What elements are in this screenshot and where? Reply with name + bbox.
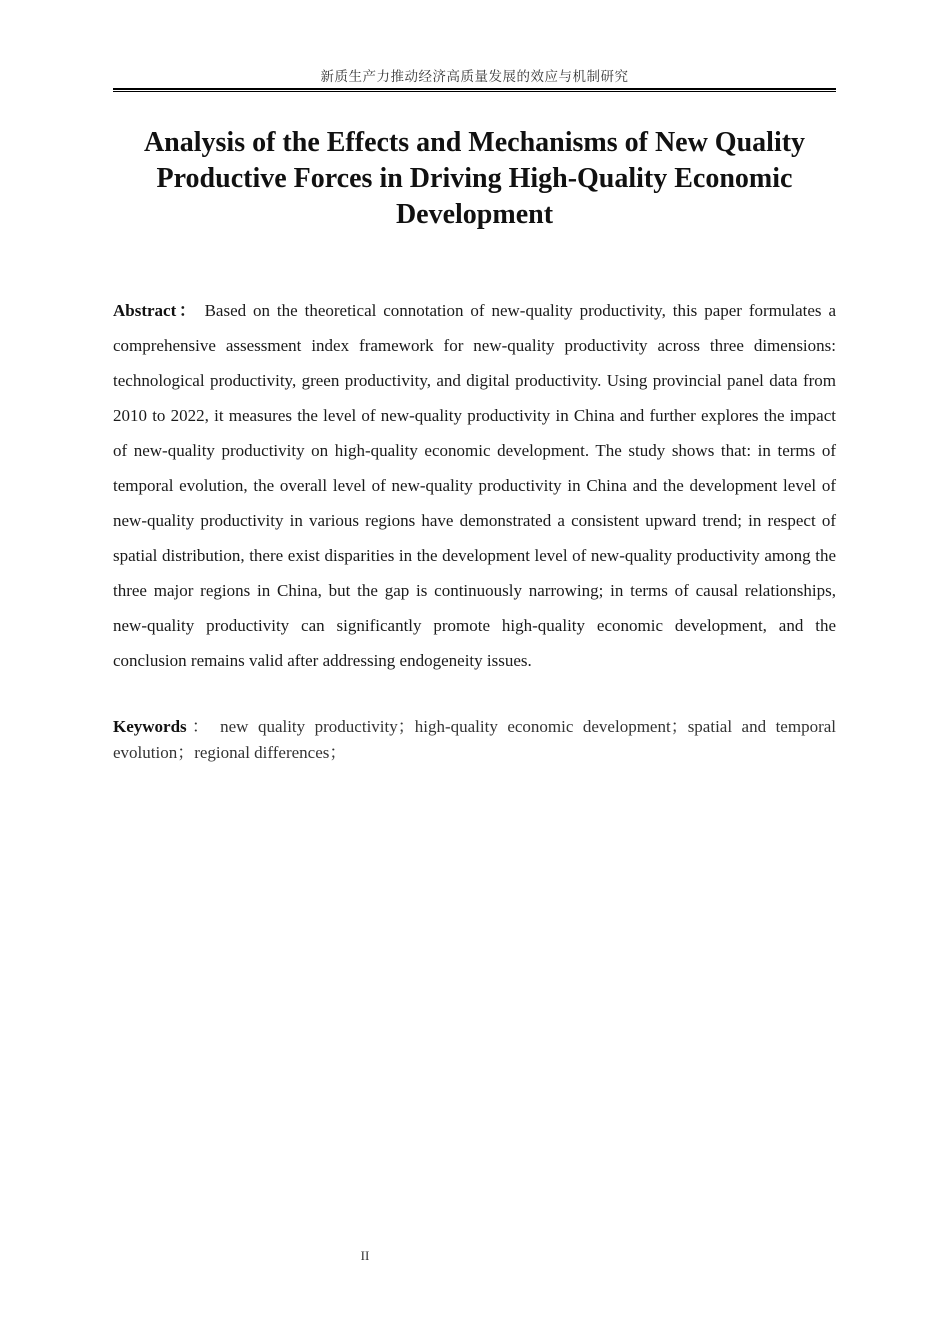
abstract-label: Abstract [113, 301, 177, 320]
keywords-paragraph [113, 714, 836, 766]
header-rule-secondary [113, 91, 836, 92]
running-header: 新质生产力推动经济高质量发展的效应与机制研究 [320, 69, 629, 85]
keywords-label: Keywords [113, 717, 187, 736]
abstract-text: Based on the theoretical connotation of new-quality productivity, this paper formulates a comprehensive assessment index framework for new-quality productivity across three dimensions: technological productivity, green productivity, and digital productivity. Using provincial panel data from 2010 to 2022, it measures the level of new-quality productivity in China and further explores the impact of new-quality productivity on high-quality economic development. The study shows that: in terms of temporal evolution, the overall level of new-quality productivity in China and the development level of new-quality productivity in various regions have demonstrated a consistent upward trend; in respect of spatial distribution, there exist disparities in the development level of new-quality productivity among the three major regions in China, but the gap is continuously narrowing; in terms of causal relationships, new-quality productivity can significantly promote high-quality economic development, and the conclusion remains valid after addressing endogeneity issues. [113, 301, 836, 670]
abstract-separator: ： [176, 301, 199, 320]
keywords-separator: ： [186, 717, 215, 736]
keywords-text: new quality productivity；high-quality economic development；spatial and temporal evolution；regional differences； [113, 717, 837, 762]
header-rule [113, 88, 836, 90]
paper-title: Analysis of the Effects and Mechanisms of New Quality Productive Forces in Driving High-Quality Economic Development [143, 127, 806, 230]
page-number: II [360, 1248, 370, 1263]
abstract-paragraph [113, 293, 836, 678]
